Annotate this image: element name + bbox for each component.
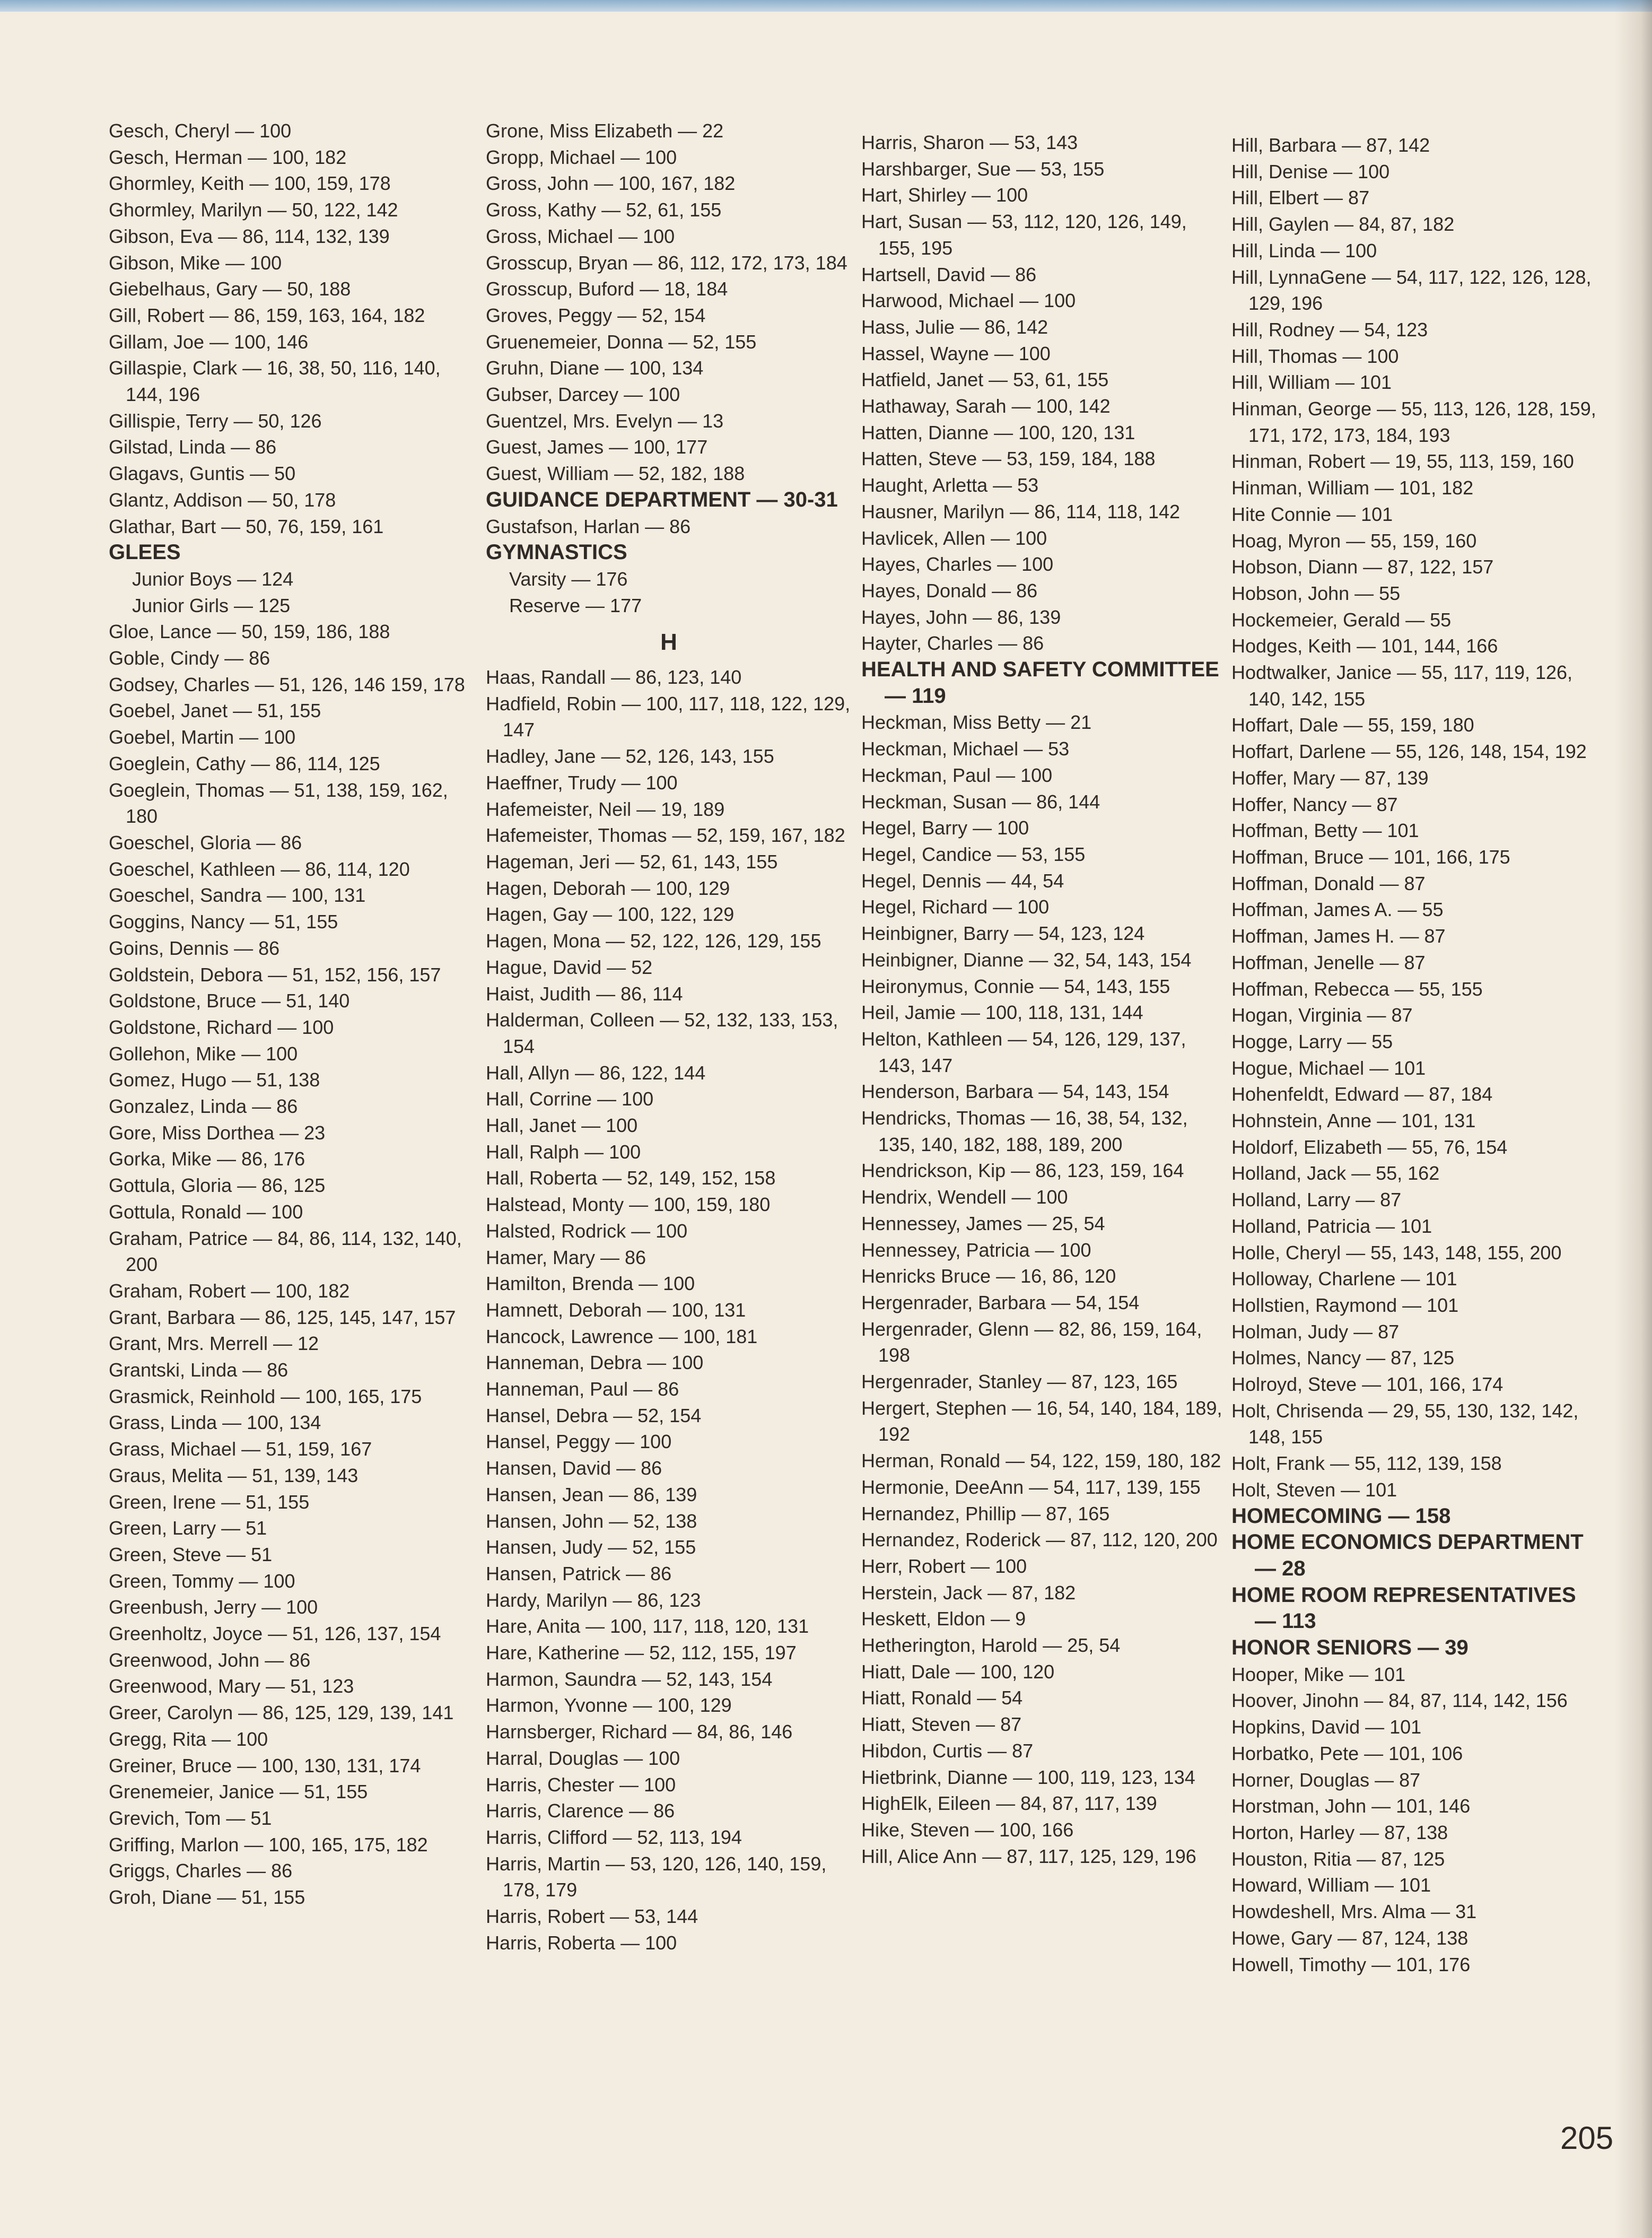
index-entry: Hatfield, Janet — 53, 61, 155 [861,369,1109,391]
index-entry: Guest, James — 100, 177 [486,436,708,458]
index-entry: Gustafson, Harlan — 86 [486,515,691,537]
index-entry: Gross, John — 100, 167, 182 [486,172,736,195]
index-entry: Gesch, Cheryl — 100 [109,120,292,142]
index-entry: Hergert, Stephen — 16, 54, 140, 184, 189, 192 [861,1397,1222,1445]
index-entry: Heinbigner, Dianne — 32, 54, 143, 154 [861,948,1192,971]
index-entry: Herstein, Jack — 87, 182 [861,1581,1076,1604]
index-entry: Hartsell, David — 86 [861,263,1037,285]
index-entry: Hill, Thomas — 100 [1231,345,1399,367]
index-entry: Groves, Peggy — 52, 154 [486,304,706,326]
section-heading: HOME ECONOMICS DEPARTMENT — 28 [1231,1530,1584,1580]
index-entry: Hart, Susan — 53, 112, 120, 126, 149, 155, 195 [861,211,1187,259]
index-entry: Hague, David — 52 [486,956,653,978]
index-entry: Goeschel, Kathleen — 86, 114, 120 [109,858,410,880]
index-entry: Greer, Carolyn — 86, 125, 129, 139, 141 [109,1702,454,1724]
index-entry: Haas, Randall — 86, 123, 140 [486,666,742,689]
index-entry: Hoffman, Bruce — 101, 166, 175 [1231,846,1510,868]
index-entry: Gilstad, Linda — 86 [109,436,277,458]
index-entry: Hietbrink, Dianne — 100, 119, 123, 134 [861,1766,1195,1788]
index-entry: Grant, Barbara — 86, 125, 145, 147, 157 [109,1306,456,1328]
index-entry: Gore, Miss Dorthea — 23 [109,1121,326,1144]
index-entry: Hansen, Patrick — 86 [486,1562,672,1584]
index-entry: Godsey, Charles — 51, 126, 146 159, 178 [109,673,465,695]
index-entry: Grevich, Tom — 51 [109,1807,272,1829]
index-entry: Grone, Miss Elizabeth — 22 [486,120,724,142]
index-entry: Hoffman, James A. — 55 [1231,899,1444,921]
index-entry: Hegel, Candice — 53, 155 [861,843,1086,865]
index-entry: Hayes, John — 86, 139 [861,606,1061,628]
index-entry: Hetherington, Harold — 25, 54 [861,1634,1121,1657]
index-entry: Hill, Barbara — 87, 142 [1231,134,1430,156]
index-entry: Grantski, Linda — 86 [109,1359,289,1381]
index-entry: Hansen, Jean — 86, 139 [486,1483,697,1505]
index-entry: Grant, Mrs. Merrell — 12 [109,1333,319,1355]
index-entry: Harwood, Michael — 100 [861,290,1076,312]
index-entry: Horbatko, Pete — 101, 106 [1231,1742,1463,1764]
section-heading: HONOR SENIORS — 39 [1231,1636,1469,1660]
index-entry: Holland, Larry — 87 [1231,1189,1402,1211]
index-entry: Hill, Elbert — 87 [1231,187,1370,209]
index-entry: Hathaway, Sarah — 100, 142 [861,395,1111,417]
index-entry: Goeschel, Gloria — 86 [109,831,302,854]
index-entry: Hatten, Dianne — 100, 120, 131 [861,421,1135,443]
index-entry: Havlicek, Allen — 100 [861,527,1047,549]
index-entry: Henderson, Barbara — 54, 143, 154 [861,1081,1169,1103]
section-heading: HOMECOMING — 158 [1231,1504,1451,1528]
index-entry: Heinbigner, Barry — 54, 123, 124 [861,922,1145,945]
index-entry: Hoag, Myron — 55, 159, 160 [1231,529,1477,552]
index-entry: Holloway, Charlene — 101 [1231,1268,1457,1290]
index-entry: Hohenfeldt, Edward — 87, 184 [1231,1083,1493,1105]
index-column-1 [109,118,475,1911]
index-entry: Hollstien, Raymond — 101 [1231,1294,1459,1316]
index-entry: Grosscup, Buford — 18, 184 [486,278,728,300]
index-entry: Gruhn, Diane — 100, 134 [486,357,704,379]
index-entry: Hike, Steven — 100, 166 [861,1819,1074,1841]
index-entry: Hall, Allyn — 86, 122, 144 [486,1061,706,1084]
index-entry: Heckman, Michael — 53 [861,738,1070,760]
index-entry: Hernandez, Phillip — 87, 165 [861,1502,1110,1525]
index-entry: Hansel, Peggy — 100 [486,1431,672,1453]
index-entry: Hansen, David — 86 [486,1457,662,1479]
index-entry: Hansel, Debra — 52, 154 [486,1404,702,1426]
index-entry: Hausner, Marilyn — 86, 114, 118, 142 [861,500,1181,523]
index-entry: Goble, Cindy — 86 [109,647,270,669]
index-entry: Hinman, Robert — 19, 55, 113, 159, 160 [1231,450,1574,473]
index-entry: Hass, Julie — 86, 142 [861,316,1048,338]
index-entry: Harris, Chester — 100 [486,1773,676,1796]
index-entry: Gomez, Hugo — 51, 138 [109,1069,320,1091]
index-entry: Hall, Ralph — 100 [486,1140,641,1163]
index-entry: Grenemeier, Janice — 51, 155 [109,1781,368,1803]
index-entry: Haeffner, Trudy — 100 [486,771,678,794]
index-entry: Hancock, Lawrence — 100, 181 [486,1325,758,1347]
index-entry: Heskett, Eldon — 9 [861,1608,1026,1630]
index-entry: Gross, Michael — 100 [486,225,675,247]
index-entry: Hohnstein, Anne — 101, 131 [1231,1110,1476,1132]
index-entry: Hamilton, Brenda — 100 [486,1273,695,1295]
index-entry: Hayes, Donald — 86 [861,579,1038,602]
index-entry: Hagen, Deborah — 100, 129 [486,877,730,899]
index-entry: Hanneman, Paul — 86 [486,1378,679,1400]
index-entry: Hafemeister, Neil — 19, 189 [486,798,725,820]
index-entry: Green, Tommy — 100 [109,1570,295,1592]
index-entry: Gregg, Rita — 100 [109,1728,268,1750]
sub-entry: Varsity — 176 [509,568,628,590]
index-entry: Green, Steve — 51 [109,1543,273,1565]
index-entry: Harris, Robert — 53, 144 [486,1905,698,1928]
index-entry: Hiatt, Dale — 100, 120 [861,1660,1055,1683]
index-entry: Hagen, Gay — 100, 122, 129 [486,903,735,926]
index-entry: Gesch, Herman — 100, 182 [109,146,347,168]
index-entry: Hergenrader, Glenn — 82, 86, 159, 164, 198 [861,1318,1202,1366]
index-entry: Holland, Patricia — 101 [1231,1215,1432,1237]
index-entry: Hanneman, Debra — 100 [486,1352,704,1374]
section-heading: HEALTH AND SAFETY COMMITTEE — 119 [861,658,1219,708]
index-entry: Gubser, Darcey — 100 [486,384,680,406]
index-entry: Hayter, Charles — 86 [861,632,1044,655]
section-heading: GYMNASTICS [486,541,627,564]
index-entry: Horstman, John — 101, 146 [1231,1795,1471,1817]
index-entry: Harris, Clifford — 52, 113, 194 [486,1826,742,1848]
index-entry: Gillaspie, Clark — 16, 38, 50, 116, 140, 144, 196 [109,357,441,406]
index-entry: Henricks Bruce — 16, 86, 120 [861,1265,1116,1287]
index-entry: Hegel, Richard — 100 [861,896,1050,918]
index-entry: Hermonie, DeeAnn — 54, 117, 139, 155 [861,1476,1201,1498]
index-entry: Hiatt, Ronald — 54 [861,1687,1023,1709]
index-entry: Glantz, Addison — 50, 178 [109,489,336,511]
index-entry: Grass, Linda — 100, 134 [109,1412,321,1434]
index-entry: Hill, LynnaGene — 54, 117, 122, 126, 128, 129, 196 [1231,266,1592,315]
index-entry: Holt, Frank — 55, 112, 139, 158 [1231,1452,1502,1475]
index-entry: Hall, Roberta — 52, 149, 152, 158 [486,1167,776,1189]
index-entry: Hill, Linda — 100 [1231,239,1377,262]
index-entry: Green, Larry — 51 [109,1517,267,1539]
index-entry: Horner, Douglas — 87 [1231,1769,1421,1791]
index-entry: Goebel, Janet — 51, 155 [109,700,321,722]
index-entry: HighElk, Eileen — 84, 87, 117, 139 [861,1792,1157,1815]
page-top-edge [0,0,1652,12]
index-entry: Halderman, Colleen — 52, 132, 133, 153, 154 [486,1009,838,1057]
index-entry: Haist, Judith — 86, 114 [486,982,683,1005]
index-entry: Hoffman, Jenelle — 87 [1231,951,1426,973]
index-entry: Hoffman, Betty — 101 [1231,820,1419,842]
index-entry: Halsted, Rodrick — 100 [486,1220,688,1242]
index-entry: Howdeshell, Mrs. Alma — 31 [1231,1901,1477,1923]
index-entry: Hoffart, Dale — 55, 159, 180 [1231,714,1474,736]
index-entry: Gonzalez, Linda — 86 [109,1095,298,1118]
index-entry: Holman, Judy — 87 [1231,1320,1400,1343]
index-entry: Gill, Robert — 86, 159, 163, 164, 182 [109,304,425,326]
index-entry: Hagen, Mona — 52, 122, 126, 129, 155 [486,930,821,952]
index-entry: Hopkins, David — 101 [1231,1716,1422,1738]
letter-divider: H [660,629,677,656]
index-entry: Goins, Dennis — 86 [109,937,280,959]
index-entry: Howard, William — 101 [1231,1874,1431,1896]
index-entry: Harral, Douglas — 100 [486,1747,680,1769]
index-entry: Hodtwalker, Janice — 55, 117, 119, 126, 140, 142, 155 [1231,661,1573,710]
index-entry: Greenwood, Mary — 51, 123 [109,1675,354,1697]
index-entry: Harris, Sharon — 53, 143 [861,132,1078,153]
index-entry: Holland, Jack — 55, 162 [1231,1162,1440,1185]
index-entry: Gottula, Ronald — 100 [109,1200,303,1223]
index-entry: Hobson, John — 55 [1231,582,1401,604]
page-binding-shadow [1615,0,1652,2238]
index-entry: Glathar, Bart — 50, 76, 159, 161 [109,515,384,537]
index-entry: Gibson, Mike — 100 [109,251,282,274]
index-entry: Hare, Anita — 100, 117, 118, 120, 131 [486,1615,809,1638]
index-entry: Gillispie, Terry — 50, 126 [109,410,322,432]
index-entry: Holt, Chrisenda — 29, 55, 130, 132, 142, 148, 155 [1231,1399,1579,1448]
index-entry: Greenholtz, Joyce — 51, 126, 137, 154 [109,1623,441,1645]
index-entry: Hoffman, James H. — 87 [1231,925,1446,947]
index-entry: Gottula, Gloria — 86, 125 [109,1174,326,1197]
index-entry: Harris, Clarence — 86 [486,1800,675,1822]
index-entry: Hinman, William — 101, 182 [1231,477,1474,499]
index-entry: Helton, Kathleen — 54, 126, 129, 137, 143, 147 [861,1027,1186,1076]
index-entry: Goldstein, Debora — 51, 152, 156, 157 [109,963,441,986]
index-entry: Gorka, Mike — 86, 176 [109,1148,305,1170]
index-entry: Hegel, Barry — 100 [861,817,1029,839]
index-entry: Hendrix, Wendell — 100 [861,1186,1068,1208]
sub-entry: Reserve — 177 [509,594,642,616]
index-entry: Hennessey, James — 25, 54 [861,1212,1105,1234]
index-entry: Graham, Robert — 100, 182 [109,1279,350,1302]
index-entry: Hodges, Keith — 101, 144, 166 [1231,635,1498,657]
index-entry: Griffing, Marlon — 100, 165, 175, 182 [109,1833,428,1856]
index-entry: Hernandez, Roderick — 87, 112, 120, 200 [861,1529,1218,1551]
index-entry: Glagavs, Guntis — 50 [109,463,296,485]
index-entry: Heironymus, Connie — 54, 143, 155 [861,975,1170,997]
index-entry: Hooper, Mike — 101 [1231,1663,1406,1685]
index-entry: Hageman, Jeri — 52, 61, 143, 155 [486,850,778,873]
index-entry: Hansen, Judy — 52, 155 [486,1536,696,1558]
index-entry: Gollehon, Mike — 100 [109,1042,298,1065]
index-entry: Harmon, Yvonne — 100, 129 [486,1694,732,1717]
index-entry: Hamnett, Deborah — 100, 131 [486,1299,746,1321]
index-entry: Goldstone, Richard — 100 [109,1016,334,1038]
index-entry: Goggins, Nancy — 51, 155 [109,911,338,933]
index-entry: Hadley, Jane — 52, 126, 143, 155 [486,745,774,768]
sub-entry: Junior Boys — 124 [132,568,294,590]
index-entry: Grass, Michael — 51, 159, 167 [109,1438,372,1460]
index-entry: Horton, Harley — 87, 138 [1231,1822,1448,1843]
index-entry: Graus, Melita — 51, 139, 143 [109,1464,359,1486]
index-column-4 [1231,132,1597,1978]
index-entry: Gloe, Lance — 50, 159, 186, 188 [109,621,390,643]
index-entry: Hill, Denise — 100 [1231,160,1390,182]
index-entry: Hendricks, Thomas — 16, 38, 54, 132, 135, 140, 182, 188, 189, 200 [861,1107,1188,1155]
index-entry: Hafemeister, Thomas — 52, 159, 167, 182 [486,824,845,847]
index-entry: Hibdon, Curtis — 87 [861,1739,1034,1762]
index-entry: Grasmick, Reinhold — 100, 165, 175 [109,1385,422,1407]
index-entry: Hill, Alice Ann — 87, 117, 125, 129, 196 [861,1845,1196,1867]
index-entry: Hill, William — 101 [1231,371,1392,394]
index-entry: Hoover, Jinohn — 84, 87, 114, 142, 156 [1231,1690,1568,1712]
index-entry: Gruenemeier, Donna — 52, 155 [486,330,757,353]
index-column-3 [861,129,1227,1869]
index-entry: Hayes, Charles — 100 [861,553,1054,576]
index-entry: Hoffer, Nancy — 87 [1231,793,1398,815]
index-entry: Guest, William — 52, 182, 188 [486,463,745,485]
index-entry: Herr, Robert — 100 [861,1555,1027,1577]
index-entry: Hogge, Larry — 55 [1231,1030,1393,1052]
index-entry: Harnsberger, Richard — 84, 86, 146 [486,1721,793,1743]
index-entry: Hoffman, Donald — 87 [1231,872,1426,894]
index-entry: Greenbush, Jerry — 100 [109,1596,318,1618]
index-entry: Hall, Corrine — 100 [486,1088,654,1110]
index-entry: Hardy, Marilyn — 86, 123 [486,1589,701,1611]
index-entry: Hogue, Michael — 101 [1231,1057,1426,1079]
index-entry: Goldstone, Bruce — 51, 140 [109,990,350,1012]
index-entry: Griggs, Charles — 86 [109,1860,293,1882]
index-entry: Greiner, Bruce — 100, 130, 131, 174 [109,1754,421,1777]
section-heading: GUIDANCE DEPARTMENT — 30-31 [486,487,838,511]
index-entry: Giebelhaus, Gary — 50, 188 [109,278,351,300]
index-entry: Hall, Janet — 100 [486,1114,638,1137]
index-entry: Heckman, Miss Betty — 21 [861,711,1092,734]
index-entry: Gropp, Michael — 100 [486,146,677,168]
index-entry: Hassel, Wayne — 100 [861,342,1051,364]
index-entry: Green, Irene — 51, 155 [109,1491,310,1513]
index-entry: Grosscup, Bryan — 86, 112, 172, 173, 184 [486,251,847,274]
index-entry: Halstead, Monty — 100, 159, 180 [486,1194,771,1216]
index-entry: Hill, Gaylen — 84, 87, 182 [1231,213,1455,236]
index-entry: Goeglein, Cathy — 86, 114, 125 [109,752,380,774]
index-entry: Houston, Ritia — 87, 125 [1231,1848,1445,1870]
index-entry: Goeschel, Sandra — 100, 131 [109,884,366,907]
index-column-2 [486,118,852,1956]
index-entry: Hendrickson, Kip — 86, 123, 159, 164 [861,1160,1184,1182]
index-entry: Harris, Martin — 53, 120, 126, 140, 159, 178, 179 [486,1852,827,1901]
sub-entry: Junior Girls — 125 [132,594,291,616]
index-entry: Hatten, Steve — 53, 159, 184, 188 [861,448,1156,470]
page-number: 205 [1560,2120,1614,2156]
index-entry: Hinman, George — 55, 113, 126, 128, 159, 171, 172, 173, 184, 193 [1231,398,1596,446]
index-entry: Holroyd, Steve — 101, 166, 174 [1231,1373,1504,1396]
index-entry: Howe, Gary — 87, 124, 138 [1231,1927,1469,1949]
index-entry: Gross, Kathy — 52, 61, 155 [486,199,722,221]
index-entry: Hergenrader, Stanley — 87, 123, 165 [861,1371,1178,1393]
index-entry: Heckman, Paul — 100 [861,764,1053,786]
index-entry: Howell, Timothy — 101, 176 [1231,1953,1471,1975]
index-entry: Hennessey, Patricia — 100 [861,1239,1091,1261]
index-entry: Hegel, Dennis — 44, 54 [861,869,1064,892]
index-entry: Graham, Patrice — 84, 86, 114, 132, 140, 200 [109,1227,462,1276]
index-entry: Hite Connie — 101 [1231,503,1393,525]
index-entry: Goeglein, Thomas — 51, 138, 159, 162, 180 [109,779,448,828]
index-entry: Hoffer, Mary — 87, 139 [1231,767,1429,789]
index-entry: Holt, Steven — 101 [1231,1478,1397,1501]
index-entry: Harris, Roberta — 100 [486,1931,677,1954]
index-entry: Hadfield, Robin — 100, 117, 118, 122, 129, 147 [486,692,851,741]
index-entry: Goebel, Martin — 100 [109,726,296,748]
index-entry: Holmes, Nancy — 87, 125 [1231,1347,1455,1369]
index-entry: Hiatt, Steven — 87 [861,1713,1022,1736]
index-entry: Heckman, Susan — 86, 144 [861,790,1100,813]
index-entry: Gibson, Eva — 86, 114, 132, 139 [109,225,390,247]
index-entry: Guentzel, Mrs. Evelyn — 13 [486,410,724,432]
section-heading: GLEES [109,541,181,564]
index-entry: Harmon, Saundra — 52, 143, 154 [486,1668,773,1690]
index-entry: Hansen, John — 52, 138 [486,1510,697,1532]
index-entry: Hare, Katherine — 52, 112, 155, 197 [486,1642,797,1664]
index-entry: Harshbarger, Sue — 53, 155 [861,158,1105,180]
index-entry: Hergenrader, Barbara — 54, 154 [861,1291,1140,1313]
index-entry: Groh, Diane — 51, 155 [109,1886,305,1909]
index-entry: Hogan, Virginia — 87 [1231,1004,1413,1026]
index-entry: Hoffman, Rebecca — 55, 155 [1231,978,1483,1000]
index-entry: Heil, Jamie — 100, 118, 131, 144 [861,1002,1143,1024]
index-entry: Holdorf, Elizabeth — 55, 76, 154 [1231,1136,1508,1158]
index-entry: Greenwood, John — 86 [109,1649,311,1671]
index-entry: Hockemeier, Gerald — 55 [1231,608,1452,631]
index-entry: Hobson, Diann — 87, 122, 157 [1231,556,1494,578]
index-entry: Haught, Arletta — 53 [861,474,1039,497]
index-entry: Hill, Rodney — 54, 123 [1231,318,1428,341]
index-entry: Holle, Cheryl — 55, 143, 148, 155, 200 [1231,1241,1562,1264]
index-entry: Herman, Ronald — 54, 122, 159, 180, 182 [861,1450,1221,1472]
index-entry: Hart, Shirley — 100 [861,184,1028,206]
index-entry: Ghormley, Marilyn — 50, 122, 142 [109,199,398,221]
index-entry: Ghormley, Keith — 100, 159, 178 [109,172,391,195]
index-entry: Hamer, Mary — 86 [486,1246,646,1268]
index-entry: Hoffart, Darlene — 55, 126, 148, 154, 192 [1231,741,1587,763]
section-heading: HOME ROOM REPRESENTATIVES — 113 [1231,1583,1576,1633]
index-entry: Gillam, Joe — 100, 146 [109,330,309,353]
